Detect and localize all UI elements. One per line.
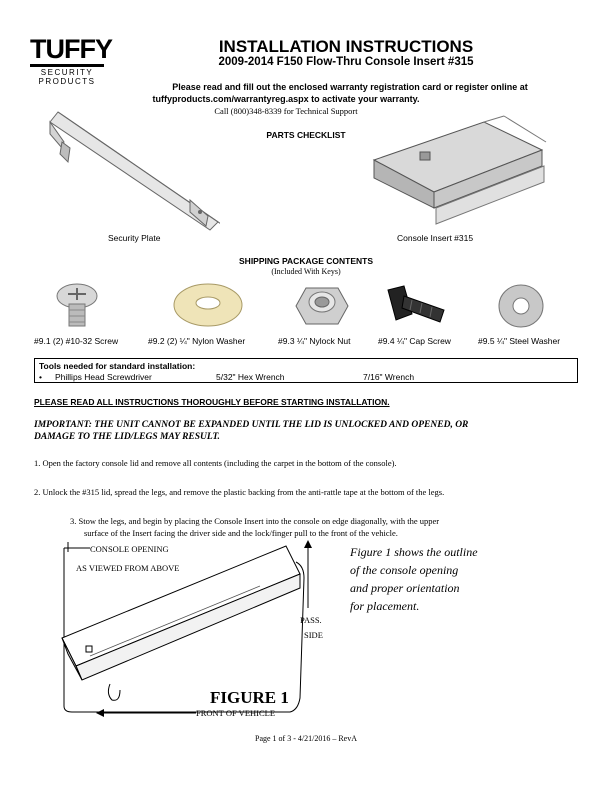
warranty-intro-line2: tuffyproducts.com/warrantyreg.aspx to activate your warranty. [152,94,420,104]
tools-box [34,358,578,383]
tool-wrench: 7/16" Wrench [363,372,415,382]
logo-sub2: PRODUCTS [38,77,96,86]
important-line2: DAMAGE TO THE LID/LEGS MAY RESULT. [34,432,220,442]
step-1: 1. Open the factory console lid and remove all contents (including the carpet in the bottom of the console). [34,458,397,468]
tool-hex-wrench: 5/32" Hex Wrench [216,372,285,382]
page-subtitle: 2009-2014 F150 Flow-Thru Console Insert #315 [218,56,474,68]
nylon-washer-image [172,282,244,328]
shipping-contents-heading: SHIPPING PACKAGE CONTENTS [239,256,373,266]
cap-screw-image [382,284,452,328]
nylock-nut-image [294,280,350,330]
figure-note-line1: Figure 1 shows the outline [350,545,478,559]
pass-label: PASS. [300,615,322,625]
hardware-label-9-1: #9.1 (2) #10-32 Screw [34,336,119,346]
security-plate-image [40,104,220,234]
tool-phillips: Phillips Head Screwdriver [55,372,152,382]
hardware-label-9-3: #9.3 ¼" Nylock Nut [278,336,351,346]
console-insert-image [364,112,554,232]
important-warning [34,419,584,443]
logo-brand: TUFFY [30,34,112,64]
hardware-label-9-2: #9.2 (2) ¼" Nylon Washer [148,336,246,346]
security-plate-label: Security Plate [108,233,161,243]
screw-image [52,280,102,330]
steel-washer-image [496,282,546,330]
step-3-line2: surface of the Insert facing the driver side and the lock/finger pull to the front of the vehicle. [84,528,398,538]
page-title: INSTALLATION INSTRUCTIONS [218,37,474,56]
logo-sub1: SECURITY [40,68,94,77]
tools-title: Tools needed for standard installation: [39,361,196,371]
side-label: SIDE [304,630,323,640]
parts-checklist-heading: PARTS CHECKLIST [266,130,346,140]
page-footer: Page 1 of 3 - 4/21/2016 – RevA [255,734,357,743]
hardware-label-9-5: #9.5 ¼" Steel Washer [478,336,561,346]
console-opening-label: CONSOLE OPENING [90,544,169,554]
step-3-line1: 3. Stow the legs, and begin by placing the Console Insert into the console on edge diagonally, with the upper [70,516,440,526]
figure-note-line3: and proper orientation [350,581,460,595]
figure-note-line4: for placement. [350,599,420,613]
support-phone: Call (800)348-8339 for Technical Support [214,106,358,116]
read-instructions-notice: PLEASE READ ALL INSTRUCTIONS THOROUGHLY BEFORE STARTING INSTALLATION. [34,397,390,407]
figure-note-line2: of the console opening [350,563,459,577]
tool-bullet: • [39,372,42,382]
step-2: 2. Unlock the #315 lid, spread the legs, and remove the plastic backing from the anti-rattle tape at the bottom of the legs. [34,487,445,497]
warranty-intro-line1: Please read and fill out the enclosed warranty registration card or register online at [172,82,528,92]
figure-1-title: FIGURE 1 [210,688,289,707]
front-arrow-icon [96,708,196,718]
front-of-vehicle-label: FRONT OF VEHICLE [196,708,276,718]
hardware-label-9-4: #9.4 ¼" Cap Screw [378,336,451,346]
console-insert-label: Console Insert #315 [397,233,474,243]
view-from-above-label: AS VIEWED FROM ABOVE [76,563,180,573]
important-line1: IMPORTANT: THE UNIT CANNOT BE EXPANDED UNTIL THE LID IS UNLOCKED AND OPENED, OR [34,420,469,430]
figure-note [350,543,550,615]
shipping-contents-subheading: (Included With Keys) [271,267,341,276]
